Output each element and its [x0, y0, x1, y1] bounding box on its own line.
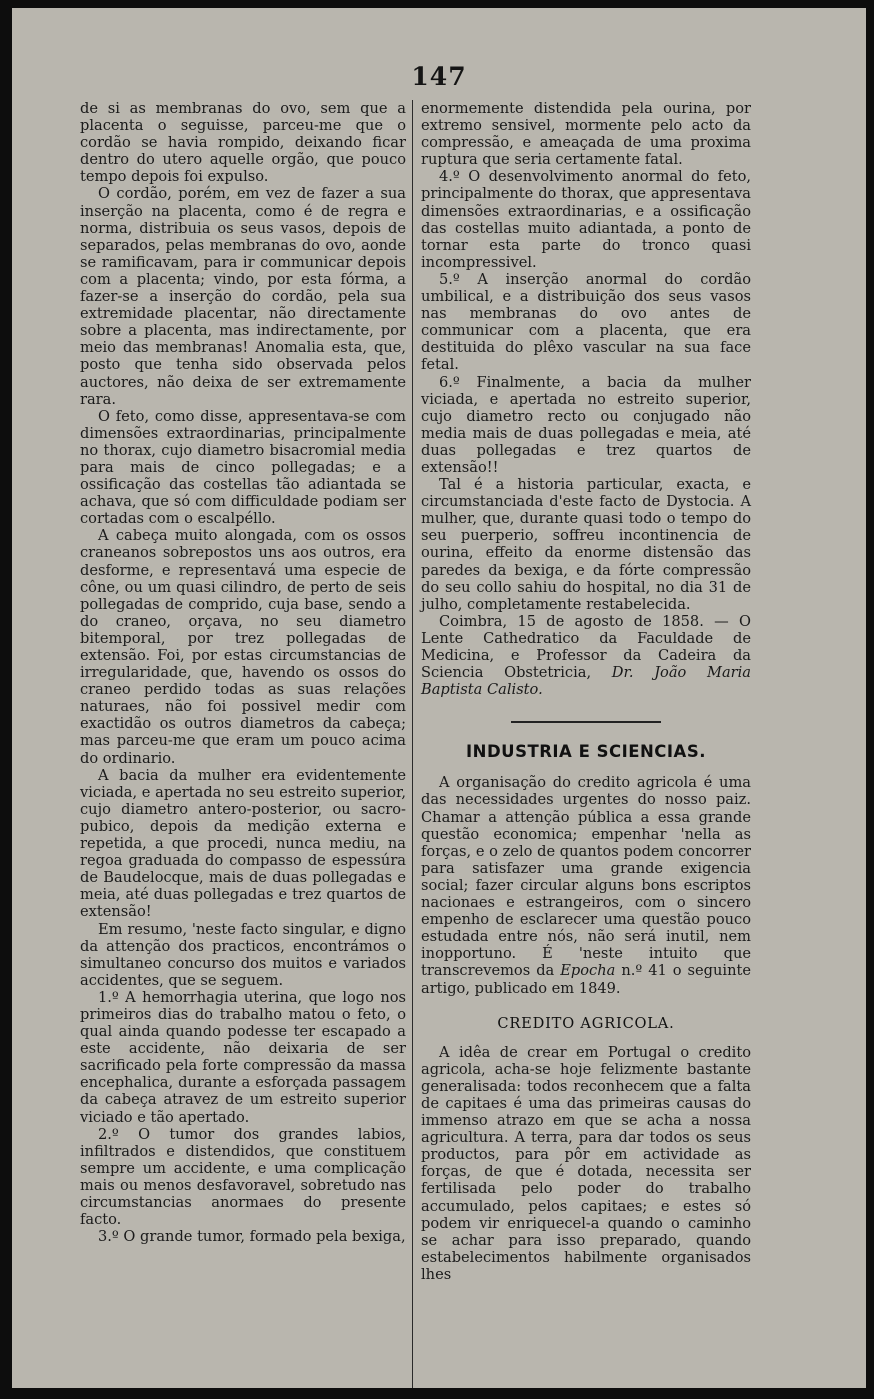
paragraph: 6.º Finalmente, a bacia da mulher viciada, e apertada no estreito superior, cujo diametro recto ou conjugado não media mais de duas pollegadas e meia, até duas pollegadas e trez quartos de extensão!!: [421, 373, 751, 476]
paragraph: 2.º O tumor dos grandes labios, infiltrados e distendidos, que constituem sempre um accidente, e uma complicação mais ou menos desfavoravel, sobretudo nas circumstancias anormaes do presente facto.: [80, 1125, 406, 1229]
paragraph: de si as membranas do ovo, sem que a placenta o seguisse, parceu-me que o cordão se havia rompido, deixando ficar dentro do utero aquelle orgão, que pouco tempo depois foi expulso.: [80, 100, 406, 186]
paragraph: Em resumo, 'neste facto singular, e digno da attenção dos practicos, encontrámos o simultaneo concurso dos muitos e variados accidentes, que se seguem.: [80, 920, 406, 989]
left-column: [80, 100, 406, 1245]
paragraph: enormemente distendida pela ourina, por extremo sensivel, mormente pelo acto da compressão, e ameaçada de uma proxima ruptura que seria certamente fatal.: [421, 100, 751, 169]
right-column: [421, 100, 751, 1283]
paragraph: O cordão, porém, em vez de fazer a sua inserção na placenta, como é de regra e norma, distribuia os seus vasos, depois de separados, pelas membranas do ovo, aonde se ramificavam, para ir communicar depois com a placenta; vindo, por esta fórma, a fazer-se a inserção do cordão, pela sua extremidade placentar, não directamente sobre a placenta, mas indirectamente, por meio das membranas! Anomalia esta, que, posto que tenha sido observada pelos auctores, não deixa de ser extremamente rara.: [80, 185, 406, 408]
signature-paragraph: [421, 613, 751, 698]
paragraph: O feto, como disse, appresentava-se com dimensões extraordinarias, principalmente no thorax, cujo diametro bisacromial media para mais de cinco pollegadas; e a ossificação das costellas tão adiantada se achava, que só com difficuldade podiam ser cortadas com o escalpéllo.: [80, 407, 406, 528]
paragraph: A bacia da mulher era evidentemente viciada, e apertada no seu estreito superior, cujo diametro antero-posterior, ou sacro-pubico, depois da medição externa e repetida, a que procedi, nunca mediu, na regoa graduada do compasso de espessúra de Baudelocque, mais de duas pollegadas e meia, até duas pollegadas e trez quartos de extensão!: [80, 766, 406, 921]
paragraph: 5.º A inserção anormal do cordão umbilical, e a distribuição dos seus vasos nas membranas do ovo antes de communicar com a placenta, que era destituida do plêxo vascular na sua face fetal.: [421, 270, 751, 374]
section-heading: INDUSTRIA E SCIENCIAS.: [466, 742, 706, 762]
section-divider: [511, 721, 661, 723]
page-number: 147: [411, 62, 467, 91]
newspaper-page: [12, 8, 866, 1388]
signature-name: Dr. João Maria Baptista Calisto.: [421, 664, 751, 699]
paragraph: Tal é a historia particular, exacta, e circumstanciada d'este facto de Dystocia. A mulher, que, durante quasi todo o tempo do seu puerperio, soffreu incontinencia de ourina, effeito da enorme distensão das paredes da bexiga, e da fórte compressão do seu collo sahiu do hospital, no dia 31 de julho, completamente restabelecida.: [421, 476, 751, 613]
paragraph: A cabeça muito alongada, com os ossos craneanos sobrepostos uns aos outros, era desforme, e representavá uma especie de cône, ou um quasi cilindro, de perto de seis pollegadas de comprido, cuja base, sendo a do craneo, orçava, no seu diametro bitemporal, por trez pollegadas de extensão. Foi, por estas circumstancias de irregularidade, que, havendo os ossos do craneo perdido todas as suas relações naturaes, não foi possivel medir com exactidão os outros diametros da cabeça; mas parceu-me que eram um pouco acima do ordinario.: [80, 527, 406, 767]
column-divider: [412, 100, 413, 1388]
section-intro-text: A organisação do credito agricola é uma das necessidades urgentes do nosso paiz. Chamar a attenção pública a essa grande questão economica; empenhar 'nella as forças, e o zelo de quantos podem concorrer para satisfazer uma grande exigencia social; fazer circular alguns bons escriptos nacionaes e estrangeiros, com o sincero empenho de esclarecer uma questão pouco estudada entre nós, não será inutil, nem inopportuno. É 'neste intuito que transcrevemos da: [421, 774, 751, 980]
paragraph: 3.º O grande tumor, formado pela bexiga,: [98, 1228, 406, 1246]
article-title: CREDITO AGRICOLA.: [497, 1014, 675, 1032]
section-intro: [421, 774, 751, 996]
paragraph: 4.º O desenvolvimento anormal do feto, principalmente do thorax, que appresentava dimensões extraordinarias, e a ossificação das costellas muito adiantada, a ponto de tornar esta parte do tronco quasi incompressivel.: [421, 168, 751, 271]
paragraph: 1.º A hemorrhagia uterina, que logo nos primeiros dias do trabalho matou o feto, o qual ainda quando podesse ter escapado a este accidente, não deixaria de ser sacrificado pela forte compressão da massa encephalica, durante a esforçada passagem da cabeça atravez de um estreito superior viciado e tão apertado.: [80, 988, 406, 1126]
section-intro-text-end: n.º 41 o seguinte artigo, publicado em 1849.: [421, 962, 751, 997]
publication-name: Epocha: [560, 962, 616, 980]
article-paragraph: A idêa de crear em Portugal o credito agricola, acha-se hoje felizmente bastante generalisada: todos reconhecem que a falta de capitaes é uma das primeiras causas do immenso atrazo em que se acha a nossa agricultura. A terra, para dar todos os seus productos, para pôr em actividade as forças, de que é dotada, necessita ser fertilisada pelo poder do trabalho accumulado, pelos capitaes; e estes só podem vir enriquecel-a quando o caminho se achar para isso preparado, quando estabelecimentos habilmente organisados lhes: [421, 1043, 751, 1283]
signature-text: Coimbra, 15 de agosto de 1858. — O Lente Cathedratico da Faculdade de Medicina, e Professor da Cadeira da Sciencia Obstetricia,: [421, 612, 751, 682]
